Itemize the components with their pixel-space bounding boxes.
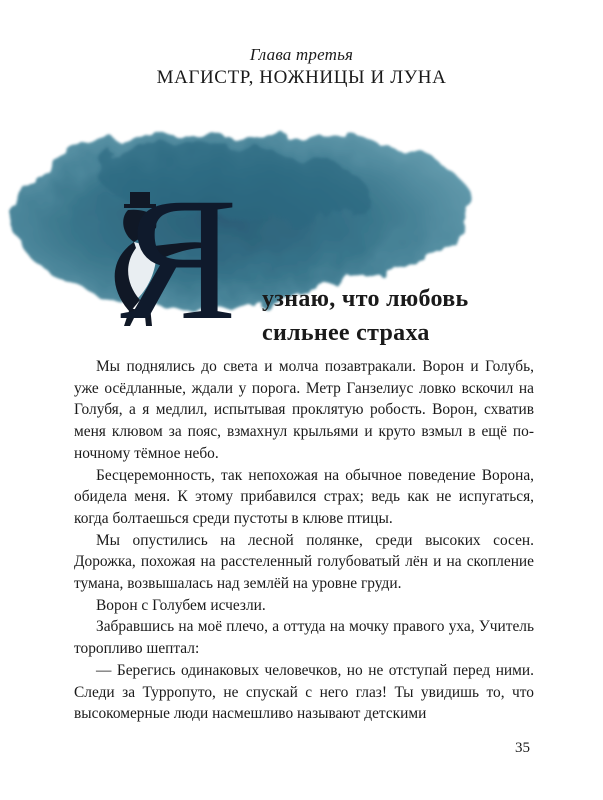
subtitle-line-1: узнаю, что любовь [262, 286, 469, 312]
chapter-title: МАГИСТР, НОЖНИЦЫ И ЛУНА [156, 67, 447, 88]
body-text [74, 356, 534, 725]
chapter-subtitle [262, 282, 592, 350]
chapter-label: Глава третья [249, 45, 354, 64]
paragraph: Ворон с Голубем исчезли. [96, 596, 266, 614]
paragraph: Мы опустились на лесной полянке, среди высоких сосен. Дорожка, похожая на расстеленный голубоватый лён и на скопление тумана, возвышалась над землёй на уровне груди. [74, 531, 534, 593]
paragraph: — Берегись одинаковых человечков, но не отступай перед ними. Следи за Турропуто, не спускай с него глаз! Ты увидишь то, что высокомерные люди насмешливо называют детскими [74, 661, 534, 723]
paragraph: Забравшись на моё плечо, а оттуда на мочку правого уха, Учитель торопливо шептал: [74, 618, 534, 658]
page-number: 35 [515, 740, 530, 756]
subtitle-line-2: сильнее страха [262, 320, 430, 346]
drop-cap-letter: Я [120, 162, 238, 357]
paragraph: Мы поднялись до света и молча позавтракали. Ворон и Голубь, уже осёдланные, ждали у порога. Метр Ганзелиус ловко вскочил на Голубя, а я медлил, испытывая проклятую робость. Ворон, схватив меня клювом за пояс, взмахнул крыльями и круто взмыл в ещё по-ночному тёмное небо. [74, 358, 534, 462]
paragraph: Бесцеремонность, так непохожая на обычное поведение Ворона, обидела меня. К этому прибавился страх; ведь как не испугаться, когда болтаешься среди пустоты в клюве птицы. [74, 466, 534, 527]
